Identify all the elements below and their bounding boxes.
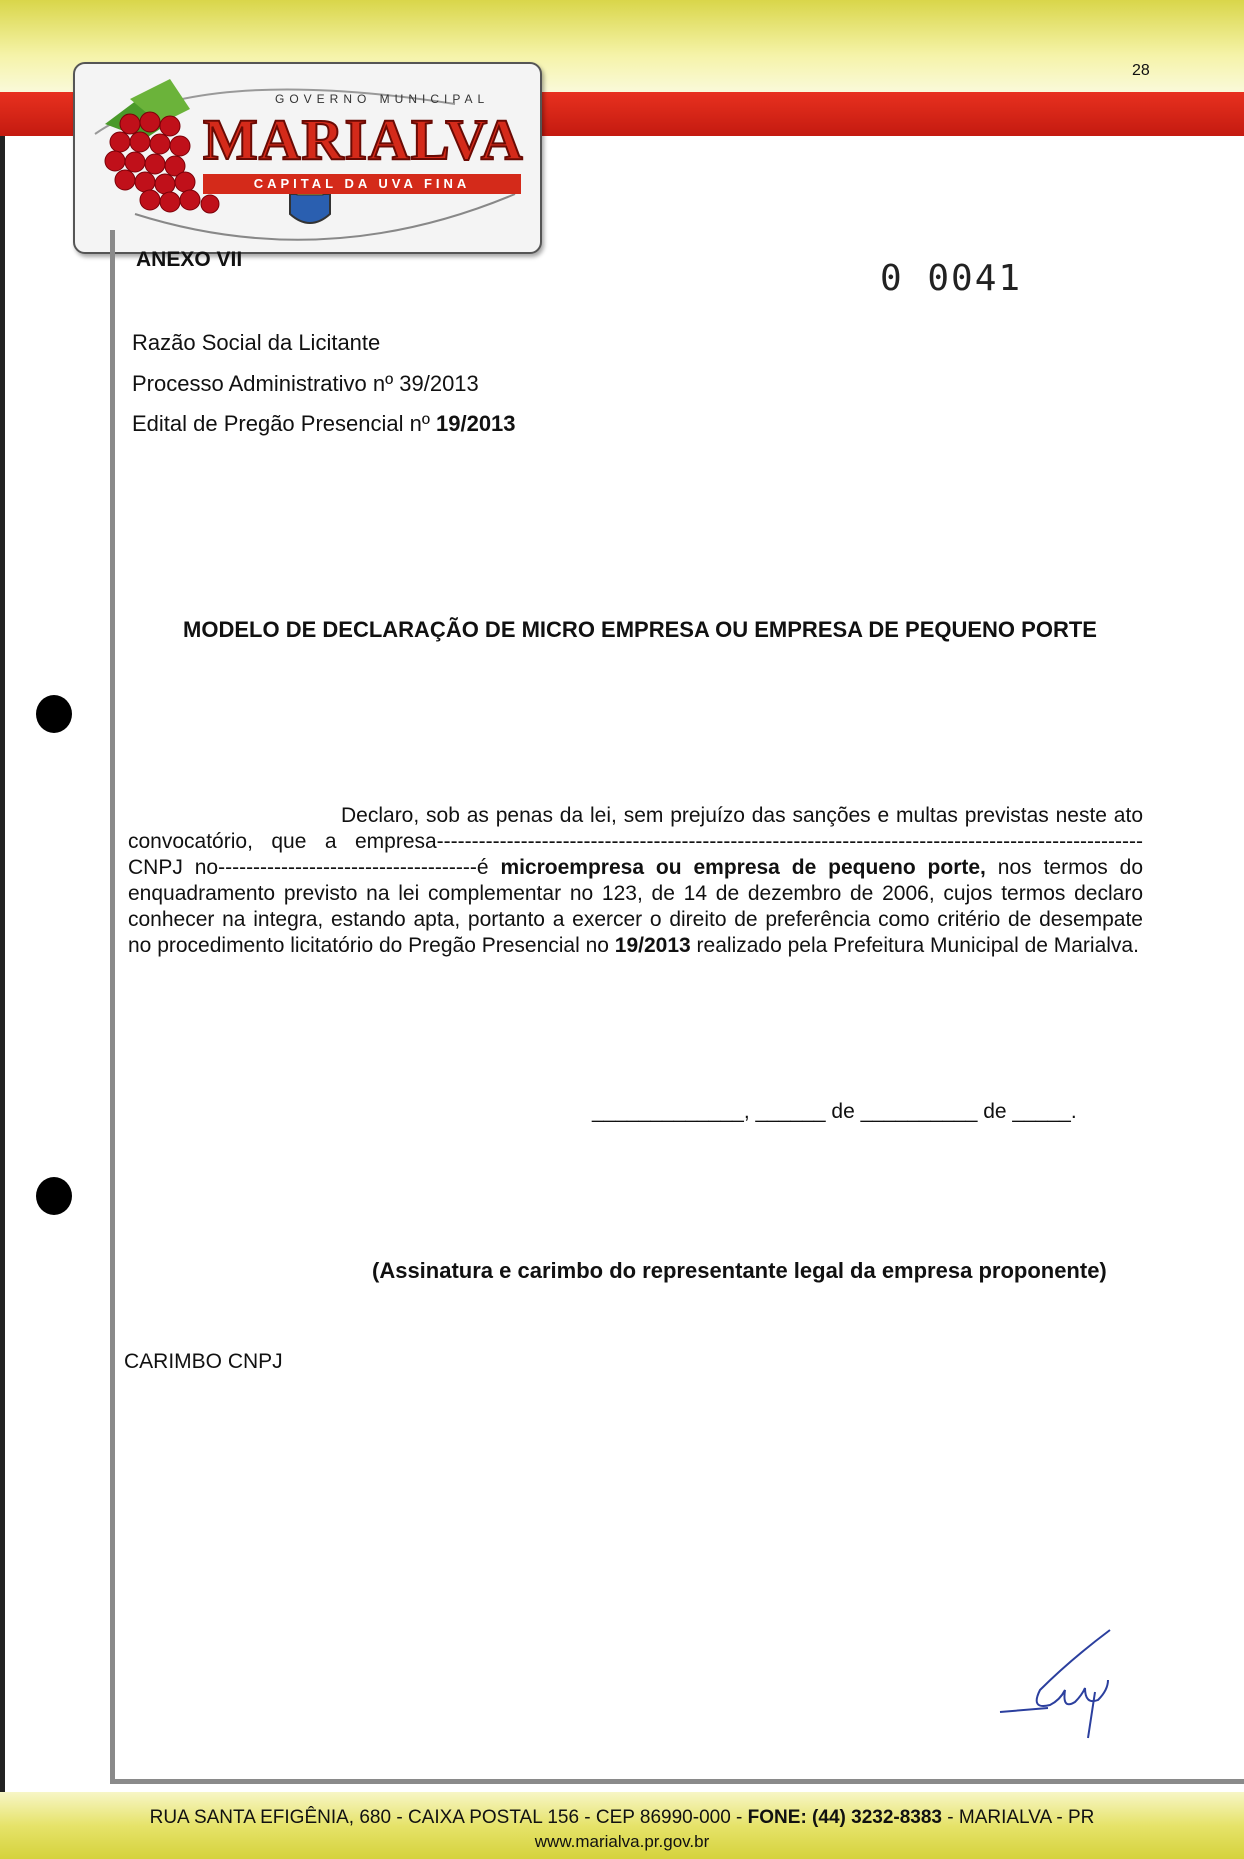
annex-title: ANEXO VII <box>136 248 243 271</box>
handwritten-signature <box>990 1620 1120 1740</box>
protocol-stamp-number: 0 0041 <box>880 258 1023 299</box>
date-line: _____________, ______ de __________ de _____. <box>592 1100 1077 1123</box>
page-number: 28 <box>1132 62 1150 79</box>
company-name-label: Razão Social da Licitante <box>132 330 381 355</box>
scan-edge <box>0 0 5 1859</box>
footer-address-prefix: RUA SANTA EFIGÊNIA, 680 - CAIXA POSTAL 156 - CEP 86990-000 - <box>149 1807 748 1828</box>
declaration-heading: MODELO DE DECLARAÇÃO DE MICRO EMPRESA OU EMPRESA DE PEQUENO PORTE <box>183 617 1097 642</box>
frame-left-border <box>110 230 115 1783</box>
grape-bunch-icon <box>105 112 219 213</box>
footer-website: www.marialva.pr.gov.br <box>534 1832 710 1851</box>
logo-slogan: CAPITAL DA UVA FINA <box>203 174 521 194</box>
notice-number: 19/2013 <box>436 411 516 436</box>
notice-label <box>132 411 516 437</box>
punch-hole <box>36 1177 72 1215</box>
notice-label-text: Edital de Pregão Presencial nº <box>132 411 436 436</box>
municipal-logo <box>73 62 542 254</box>
declaration-bold-1: microempresa ou empresa de pequeno porte, <box>500 856 986 879</box>
process-label: Processo Administrativo nº 39/2013 <box>132 371 479 396</box>
declaration-bold-2: 19/2013 <box>614 934 691 957</box>
declaration-body <box>128 803 1143 959</box>
frame-bottom-border <box>110 1779 1244 1784</box>
logo-top-text: GOVERNO MUNICIPAL <box>275 92 490 106</box>
declaration-paragraph <box>128 803 1143 959</box>
declaration-text-3: realizado pela Prefeitura Municipal de Marialva. <box>690 934 1139 957</box>
footer-phone: FONE: (44) 3232-8383 <box>747 1807 942 1828</box>
declaration-text-1: Declaro, sob as penas da lei, sem prejuízo das sanções e multas previstas neste ato convocatório, que a empresa-----------------------------------------------------------------------------------------------------CNPJ no-------------------------------------é <box>128 804 1143 879</box>
logo-name: MARIALVA <box>203 107 524 172</box>
punch-hole <box>36 695 72 733</box>
signature-caption: (Assinatura e carimbo do representante legal da empresa proponente) <box>372 1258 1107 1283</box>
footer-address-suffix: - MARIALVA - PR <box>942 1807 1095 1828</box>
footer-address <box>0 1807 1244 1829</box>
declaration-text-2: nos termos do enquadramento previsto na lei complementar no 123, de 14 de dezembro de 2006, cujos termos declaro conhecer na integra, estando apta, portanto a exercer o direito de preferência como critério de desempate no procedimento licitatório do Pregão Presencial no <box>128 856 1144 957</box>
cnpj-stamp-label: CARIMBO CNPJ <box>124 1350 283 1373</box>
